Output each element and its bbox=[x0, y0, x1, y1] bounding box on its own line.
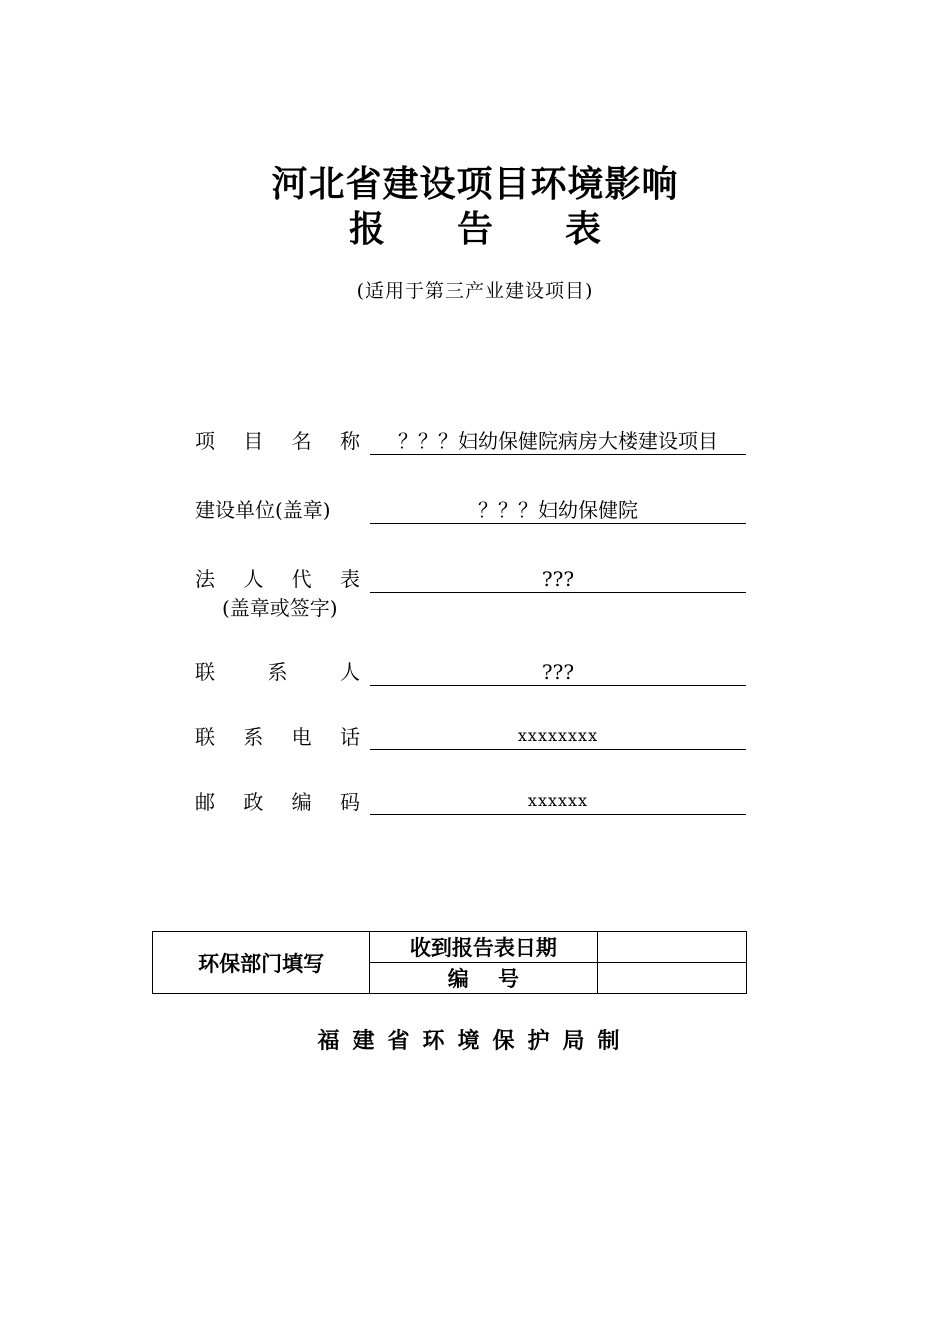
contact-label: 联 系 人 bbox=[195, 660, 360, 684]
office-use-table bbox=[152, 931, 747, 994]
issuer-footer: 福建省环境保护局制 bbox=[317, 1029, 633, 1054]
document-title: 河北省建设项目环境影响 bbox=[271, 164, 679, 205]
serial-number-cell[interactable] bbox=[597, 963, 746, 994]
project-name-label: 项 目 名 称 bbox=[195, 429, 360, 453]
postcode-value[interactable]: xxxxxx bbox=[370, 788, 746, 815]
project-name-value[interactable]: ？？？妇幼保健院病房大楼建设项目 bbox=[370, 428, 746, 455]
received-date-cell[interactable] bbox=[597, 932, 746, 963]
title-char: 表 bbox=[565, 209, 602, 250]
legal-rep-note: (盖章或签字) bbox=[222, 596, 338, 620]
title-char: 报 bbox=[348, 209, 385, 250]
phone-label: 联 系 电 话 bbox=[195, 725, 360, 749]
builder-value[interactable]: ？？？妇幼保健院 bbox=[370, 497, 746, 524]
contact-value[interactable]: ??? bbox=[370, 659, 746, 686]
postcode-label: 邮 政 编 码 bbox=[195, 790, 360, 814]
builder-label: 建设单位(盖章) bbox=[195, 498, 331, 522]
legal-rep-label: 法 人 代 表 bbox=[195, 567, 360, 591]
phone-value[interactable]: xxxxxxxx bbox=[370, 723, 746, 750]
received-date-label: 收到报告表日期 bbox=[370, 932, 597, 963]
subtitle: (适用于第三产业建设项目) bbox=[356, 280, 594, 302]
serial-number-label: 编 号 bbox=[370, 963, 597, 994]
legal-rep-value[interactable]: ??? bbox=[370, 566, 746, 593]
office-section-label: 环保部门填写 bbox=[153, 932, 370, 994]
title-char: 告 bbox=[456, 209, 493, 250]
document-title-line2 bbox=[0, 210, 950, 250]
